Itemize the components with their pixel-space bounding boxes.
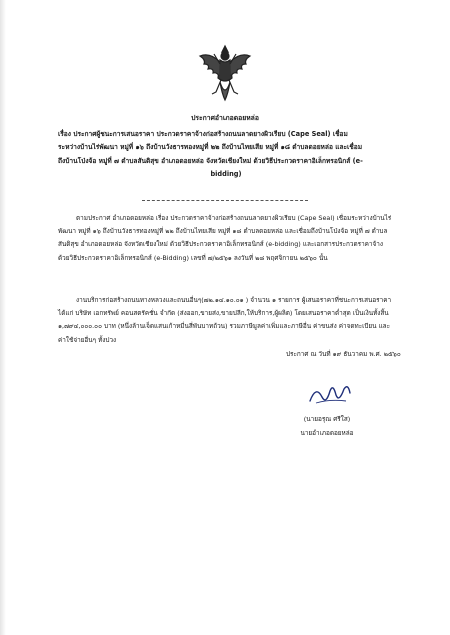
dashed-separator: [142, 200, 308, 201]
signer-position: นายอำเภอดอยหล่อ: [300, 429, 354, 437]
signature-icon: [306, 379, 354, 409]
announcement-title: ประกาศอำเภอดอยหล่อ: [191, 114, 259, 122]
garuda-emblem-icon: [196, 42, 254, 104]
subject-block: [58, 128, 394, 182]
subject-line: ระหว่างบ้านไร่พัฒนา หมู่ที่ ๑๖ ถึงบ้านวังธารทองหมู่ที่ ๒๒ ถึงบ้านไทยเสีย หมู่ที่ ๑๘ ตำบลดอยหล่อ และเชื่อม: [58, 143, 363, 152]
announcement-date: ประกาศ ณ วันที่ ๑๙ ธันวาคม พ.ศ. ๒๕๖๐: [286, 350, 401, 358]
subject-line: ถึงบ้านโป่งจ้อ หมู่ที่ ๗ ตำบลสันติสุข อำเภอดอยหล่อ จังหวัดเชียงใหม่ ด้วยวิธีประกวดราคาอิเล็กทรอนิกส์ (e-: [58, 156, 363, 165]
subject-line: bidding): [210, 170, 242, 179]
body-paragraph-winner: งานบริการก่อสร้างถนนทางหลวงและถนนอื่นๆ(๗๒.๑๔.๑๐.๐๑ ) จำนวน ๑ รายการ ผู้เสนอราคาที่ชนะการเสนอราคา ได้แก่ บริษัท เอกทรัพย์ คอนสตรัคชั่น จำกัด (ส่งออก,ขายส่ง,ขายปลีก,ให้บริการ,ผู้ผลิต) โดยเสนอราคาต่ำสุด เป็นเงินทั้งสิ้น ๑,๗๙๔,๐๐๐.๐๐ บาท (หนึ่งล้านเจ็ดแสนเก้าหมื่นสี่พันบาทถ้วน) รวมภาษีมูลค่าเพิ่มและภาษีอื่น ค่าขนส่ง ค่าจดทะเบียน และค่าใช้จ่ายอื่นๆ ทั้งปวง: [58, 296, 392, 344]
subject-line: เรื่อง ประกาศผู้ชนะการเสนอราคา ประกวดราคาจ้างก่อสร้างถนนลาดยางผิวเรียบ (Cape Seal) เชื่อม: [58, 130, 348, 138]
body-paragraph-reference: ตามประกาศ อำเภอดอยหล่อ เรื่อง ประกวดราคาจ้างก่อสร้างถนนลาดยางผิวเรียบ (Cape Seal) เชื่อมระหว่างบ้านไร่พัฒนา หมู่ที่ ๑๖ ถึงบ้านวังธารทองหมู่ที่ ๒๒ ถึงบ้านไทยเสีย หมู่ที่ ๑๘ ตำบลดอยหล่อ และเชื่อมถึงบ้านโป่งจ้อ หมู่ที่ ๗ ตำบลสันติสุข อำเภอดอยหล่อ จังหวัดเชียงใหม่ ด้วยวิธีประกวดราคาอิเล็กทรอนิกส์ (e-bidding) และเอกสารประกวดราคาจ้างด้วยวิธีประกวดราคาอิเล็กทรอนิกส์ (e-Bidding) เลขที่ ๗/๒๕๖๑ ลงวันที่ ๒๘ พฤศจิกายน ๒๕๖๐ นั้น: [58, 214, 392, 262]
signer-name: (นายอรุณ ศรีใส): [303, 415, 351, 423]
